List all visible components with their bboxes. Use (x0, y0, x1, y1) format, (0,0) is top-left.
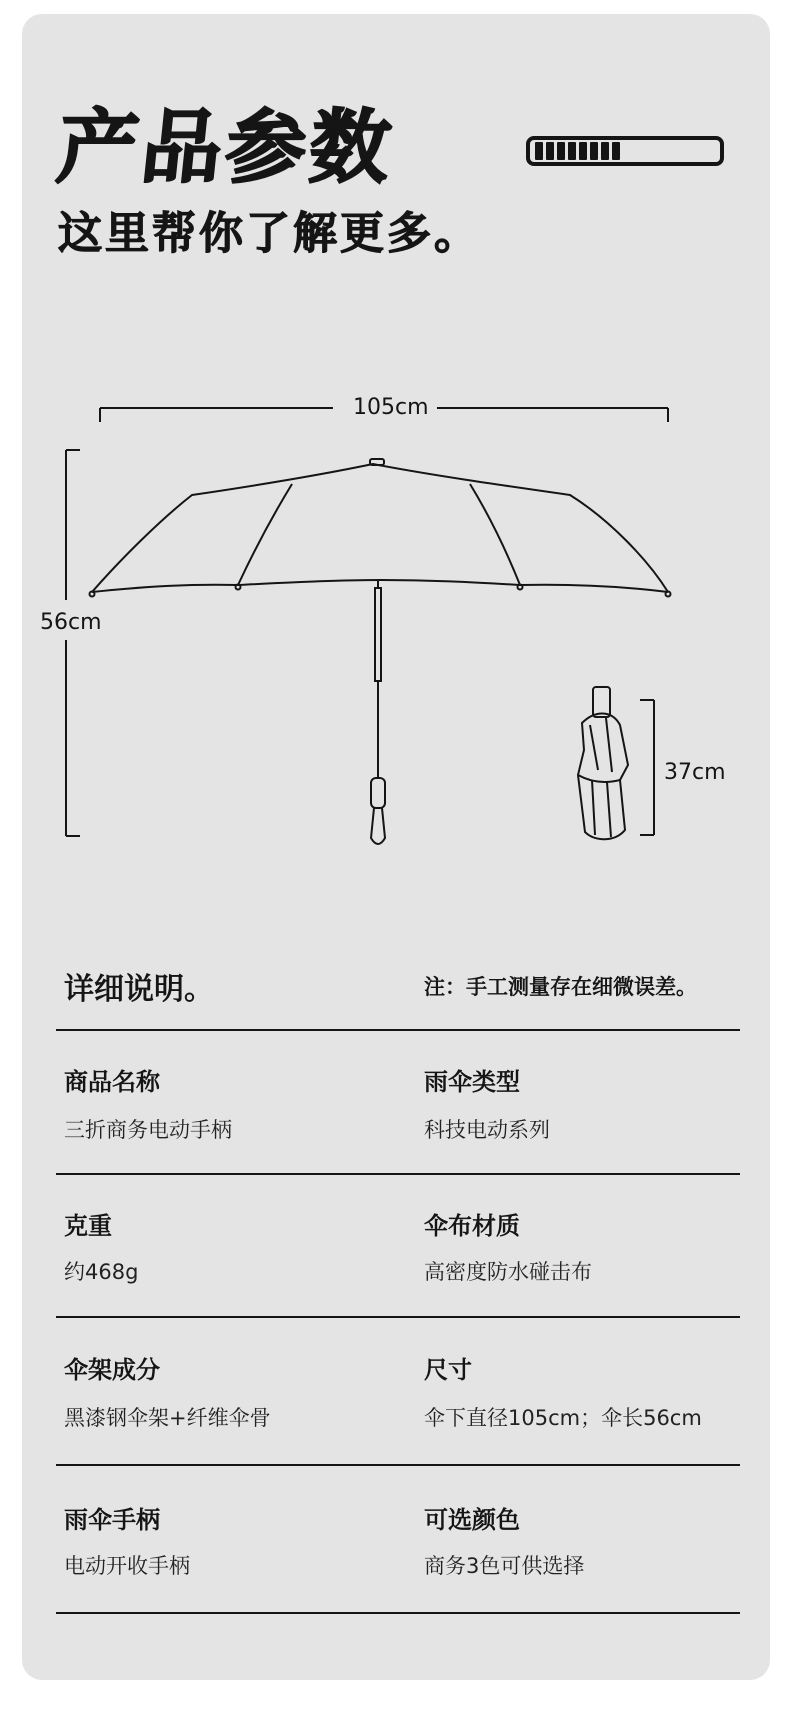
spec-label: 可选颜色 (424, 1506, 520, 1534)
open-umbrella-icon (90, 459, 671, 844)
divider (56, 1316, 740, 1318)
spec-value: 商务3色可供选择 (424, 1554, 585, 1578)
spec-label: 雨伞类型 (424, 1068, 520, 1096)
spec-value: 黑漆钢伞架+纤维伞骨 (64, 1406, 271, 1430)
folded-length-label: 37cm (664, 760, 726, 785)
folded-umbrella-icon (578, 687, 628, 839)
details-heading: 详细说明。 (64, 972, 214, 1007)
spec-value: 电动开收手柄 (64, 1554, 190, 1578)
battery-segment (546, 142, 554, 160)
umbrella-dimension-diagram (0, 380, 790, 860)
spec-label: 伞架成分 (64, 1356, 160, 1384)
width-dimension-label: 105cm (353, 395, 429, 420)
spec-label: 克重 (64, 1212, 112, 1240)
spec-value: 科技电动系列 (424, 1118, 550, 1142)
height-dimension-label: 56cm (40, 610, 102, 635)
spec-value: 约468g (64, 1260, 139, 1284)
spec-label: 伞布材质 (424, 1212, 520, 1240)
divider (56, 1464, 740, 1466)
spec-value: 高密度防水碰击布 (424, 1260, 592, 1284)
folded-height-dimension-line (640, 700, 654, 835)
battery-segment (557, 142, 565, 160)
battery-segment (535, 142, 543, 160)
battery-segment (601, 142, 609, 160)
spec-label: 商品名称 (64, 1068, 160, 1096)
battery-segment (568, 142, 576, 160)
measurement-note: 注：手工测量存在细微误差。 (424, 975, 697, 999)
battery-icon (526, 136, 724, 166)
spec-value: 伞下直径105cm；伞长56cm (424, 1406, 702, 1430)
battery-segment (579, 142, 587, 160)
spec-value: 三折商务电动手柄 (64, 1118, 232, 1142)
height-dimension-line (66, 450, 80, 836)
page-subtitle: 这里帮你了解更多。 (58, 208, 481, 259)
divider (56, 1173, 740, 1175)
divider (56, 1612, 740, 1614)
divider (56, 1029, 740, 1031)
spec-label: 尺寸 (424, 1356, 472, 1384)
battery-segment (590, 142, 598, 160)
spec-label: 雨伞手柄 (64, 1506, 160, 1534)
battery-segment (612, 142, 620, 160)
page-title: 产品参数 (53, 101, 399, 194)
